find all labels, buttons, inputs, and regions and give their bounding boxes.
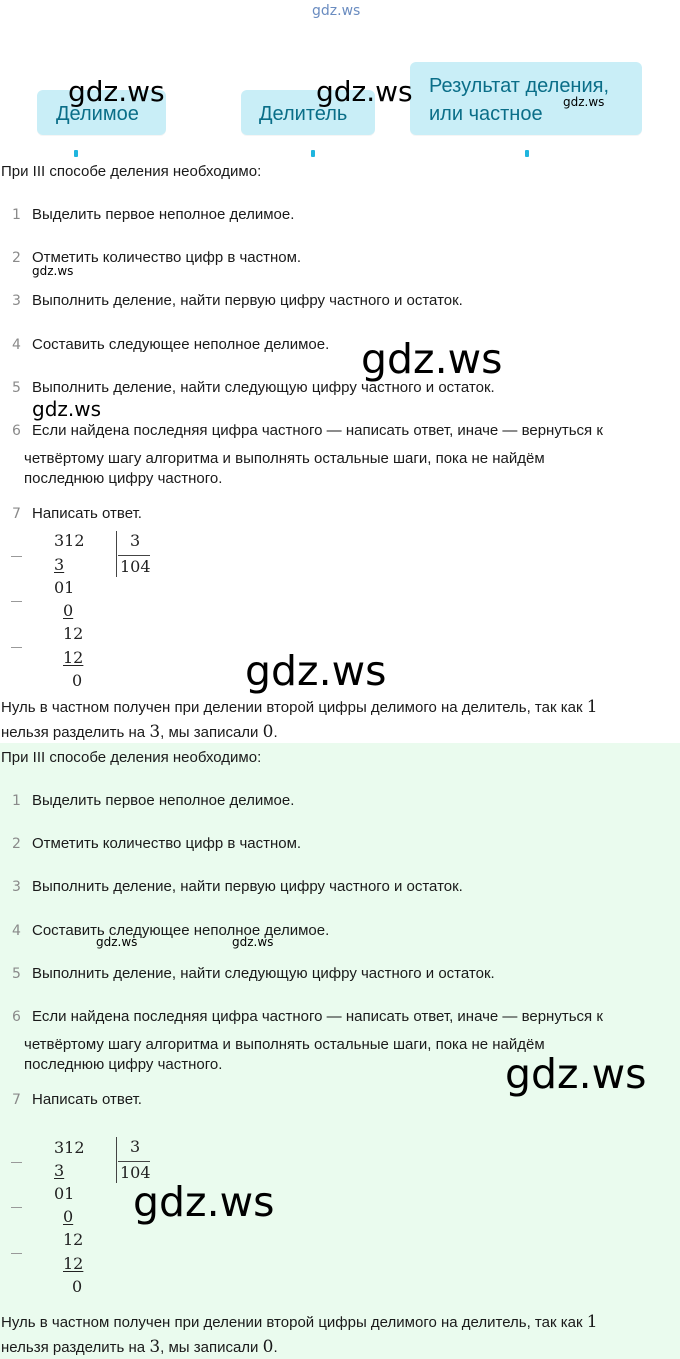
step-text-cont: четвёртому шагу алгоритма и выполнять остальные шаги, пока не найдём (24, 450, 545, 467)
watermark: gdz.ws (32, 397, 102, 421)
dividend-label: Делимое (56, 103, 139, 125)
intro-text: При III способе деления необходимо: (1, 163, 262, 180)
divisor-value: 3 (130, 1137, 141, 1156)
step-number: 4 (12, 923, 21, 939)
quotient-label-box (410, 62, 642, 135)
watermark: gdz.ws (232, 935, 274, 949)
step-text: Выполнить деление, найти первую цифру частного и остаток. (32, 292, 463, 309)
pointer-dot (525, 150, 529, 157)
watermark: gdz.ws (133, 1178, 275, 1226)
step-number: 7 (12, 506, 21, 522)
step-number: 4 (12, 337, 21, 353)
minus-sign (11, 1162, 22, 1163)
footer-text: . (273, 1339, 278, 1356)
quotient-bar (118, 1161, 150, 1162)
final-remainder: 0 (72, 671, 83, 690)
footer-num: 3 (149, 722, 161, 742)
footer-num: 0 (262, 1337, 274, 1357)
step-number: 5 (12, 380, 21, 396)
step-text: Выполнить деление, найти первую цифру частного и остаток. (32, 878, 463, 895)
step-number: 6 (12, 1009, 21, 1025)
step-number: 3 (12, 879, 21, 895)
pointer-dot (311, 150, 315, 157)
remainder: 01 (54, 578, 75, 597)
step-number: 6 (12, 423, 21, 439)
step-text-cont: последнюю цифру частного. (24, 1056, 223, 1073)
step-text-cont: четвёртому шагу алгоритма и выполнять остальные шаги, пока не найдём (24, 1036, 545, 1053)
top-watermark: gdz.ws (312, 3, 361, 19)
step-number: 1 (12, 793, 21, 809)
step-text: Если найдена последняя цифра частного — написать ответ, иначе — вернуться к (32, 1008, 603, 1025)
remainder: 01 (54, 1184, 75, 1203)
quotient-label-line2: или частное (429, 103, 543, 125)
step-text: Если найдена последняя цифра частного — написать ответ, иначе — вернуться к (32, 422, 603, 439)
subtrahend: 3 (54, 555, 65, 574)
watermark: gdz.ws (96, 935, 138, 949)
footer-text: нельзя разделить на (1, 724, 146, 741)
step-number: 3 (12, 293, 21, 309)
intro-text: При III способе деления необходимо: (1, 749, 262, 766)
minus-sign (11, 556, 22, 557)
watermark: gdz.ws (505, 1050, 647, 1098)
quotient-value: 104 (120, 1163, 151, 1182)
dividend-value: 312 (54, 531, 85, 550)
footer-num: 0 (262, 722, 274, 742)
footer-text: Нуль в частном получен при делении второй цифры делимого на делитель, так как (1, 699, 583, 716)
quotient-value: 104 (120, 557, 151, 576)
remainder: 12 (63, 624, 84, 643)
divisor-label: Делитель (259, 103, 348, 125)
quotient-bar (118, 555, 150, 556)
footer-text: Нуль в частном получен при делении второй цифры делимого на делитель, так как (1, 1314, 583, 1331)
footer-line2 (1, 1337, 278, 1358)
watermark: gdz.ws (316, 75, 413, 108)
step-number: 2 (12, 836, 21, 852)
subtrahend: 3 (54, 1161, 65, 1180)
watermark: gdz.ws (32, 264, 74, 278)
footer-text: , мы записали (160, 724, 259, 741)
remainder: 12 (63, 1230, 84, 1249)
footer-text: . (273, 724, 278, 741)
divisor-value: 3 (130, 531, 141, 550)
minus-sign (11, 1253, 22, 1254)
minus-sign (11, 647, 22, 648)
footer-text: нельзя разделить на (1, 1339, 146, 1356)
quotient-label-line1: Результат деления, (429, 75, 610, 97)
step-text: Отметить количество цифр в частном. (32, 249, 302, 266)
subtrahend: 12 (63, 648, 84, 667)
final-remainder: 0 (72, 1277, 83, 1296)
division-bar (116, 531, 117, 577)
footer-num: 3 (149, 1337, 161, 1357)
step-text: Отметить количество цифр в частном. (32, 835, 302, 852)
step-text: Выделить первое неполное делимое. (32, 206, 295, 223)
footer-num: 1 (586, 697, 598, 717)
step-text: Составить следующее неполное делимое. (32, 922, 330, 939)
minus-sign (11, 1207, 22, 1208)
division-bar (116, 1137, 117, 1183)
step-text: Составить следующее неполное делимое. (32, 336, 330, 353)
subtrahend: 12 (63, 1254, 84, 1273)
footer-line2 (1, 722, 278, 743)
step-number: 2 (12, 250, 21, 266)
watermark: gdz.ws (563, 95, 605, 109)
watermark: gdz.ws (361, 335, 503, 383)
step-text: Написать ответ. (32, 1091, 142, 1108)
dividend-value: 312 (54, 1138, 85, 1157)
subtrahend: 0 (63, 1207, 74, 1226)
minus-sign (11, 601, 22, 602)
footer-text: , мы записали (160, 1339, 259, 1356)
pointer-dot (74, 150, 78, 157)
footer-line1 (1, 697, 598, 718)
watermark: gdz.ws (245, 647, 387, 695)
watermark: gdz.ws (68, 75, 165, 108)
step-number: 5 (12, 966, 21, 982)
footer-num: 1 (586, 1312, 598, 1332)
subtrahend: 0 (63, 601, 74, 620)
step-text: Написать ответ. (32, 505, 142, 522)
step-text: Выделить первое неполное делимое. (32, 792, 295, 809)
step-text: Выполнить деление, найти следующую цифру частного и остаток. (32, 965, 495, 982)
step-number: 1 (12, 207, 21, 223)
step-text-cont: последнюю цифру частного. (24, 470, 223, 487)
footer-line1 (1, 1312, 598, 1333)
step-text: Выполнить деление, найти следующую цифру частного и остаток. (32, 379, 495, 396)
step-number: 7 (12, 1092, 21, 1108)
